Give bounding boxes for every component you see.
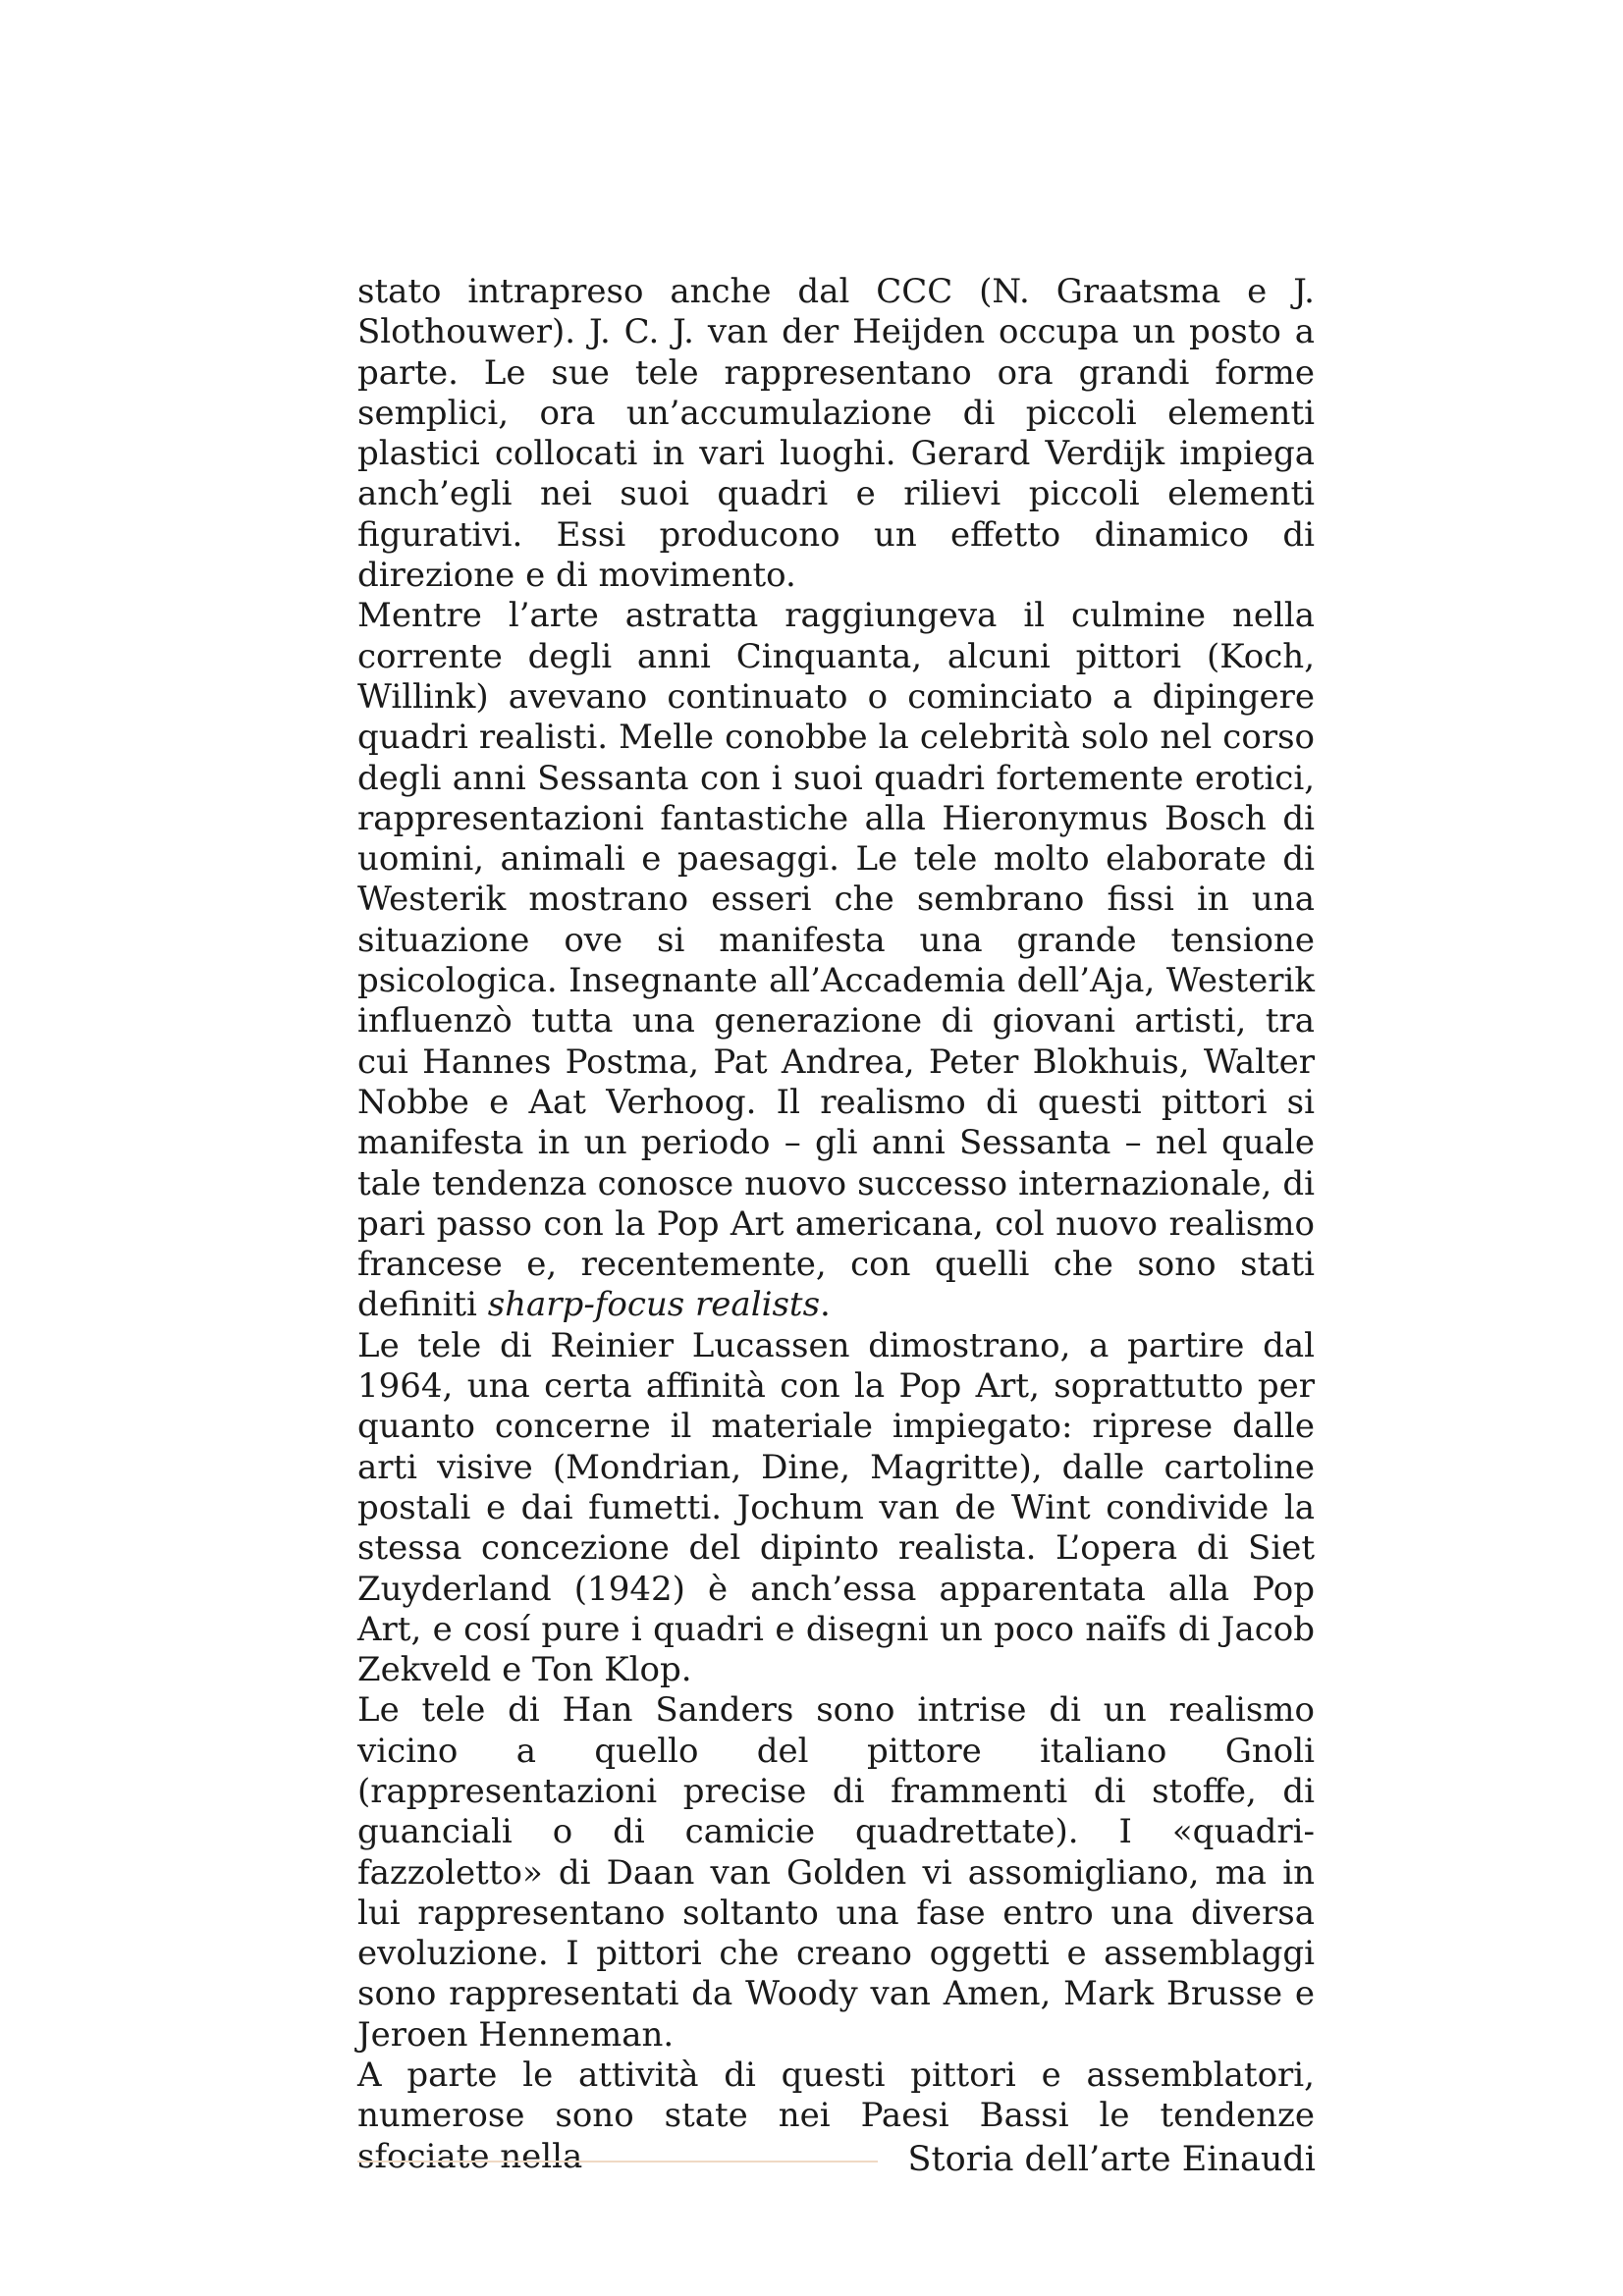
paragraph-1-text: stato intrapreso anche dal CCC (N. Graatsma e J. Slothouwer). J. C. J. van der Heijden occupa un posto a parte. Le sue tele rappresentano ora grandi forme semplici, ora un’accumulazione di piccoli elementi plastici collocati in vari luoghi. Gerard Verdijk impiega anch’egli nei suoi quadri e rilievi piccoli elementi figurativi. Essi producono un effetto dinamico di direzione e di movimento. bbox=[357, 272, 1315, 596]
paragraph-4 bbox=[357, 1690, 1315, 2056]
paragraph-4-text: Le tele di Han Sanders sono intrise di un realismo vicino a quello del pittore italiano Gnoli (rappresentazioni precise di frammenti di stoffe, di guanciali o di camicie quadrettate). I «quadri-fazzoletto» di Daan van Golden vi assomigliano, ma in lui rappresentano soltanto una fase entro una diversa evoluzione. I pittori che creano oggetti e assemblaggi sono rappresentati da Woody van Amen, Mark Brusse e Jeroen Henneman. bbox=[357, 1690, 1315, 2055]
italic-term: sharp-focus realists bbox=[487, 1285, 821, 1325]
paragraph-2 bbox=[357, 596, 1315, 1325]
paragraph-2-end: . bbox=[820, 1285, 831, 1325]
paragraph-1 bbox=[357, 272, 1315, 596]
footer-title: Storia dell’arte Einaudi bbox=[907, 2140, 1316, 2179]
paragraph-3-text: Le tele di Reinier Lucassen dimostrano, a partire dal 1964, una certa affinità con la Pop Art, soprattutto per quanto concerne il materiale impiegato: riprese dalle arti visive (Mondrian, Dine, Magritte), dalle cartoline postali e dai fumetti. Jochum van de Wint condivide la stessa concezione del dipinto realista. L’opera di Siet Zuyderland (1942) è anch’essa apparentata alla Pop Art, e cosí pure i quadri e disegni un poco naïfs di Jacob Zekveld e Ton Klop. bbox=[357, 1325, 1315, 1690]
footer-rule bbox=[357, 2161, 878, 2163]
paragraph-3 bbox=[357, 1326, 1315, 1691]
paragraph-5-text: A parte le attività di questi pittori e assemblatori, numerose sono state nei Paesi Bassi le tendenze sfociate nella bbox=[357, 2056, 1315, 2176]
paragraph-2-text: Mentre l’arte astratta raggiungeva il culmine nella corrente degli anni Cinquanta, alcuni pittori (Koch, Willink) avevano continuato o cominciato a dipingere quadri realisti. Melle conobbe la celebrità solo nel corso degli anni Sessanta con i suoi quadri fortemente erotici, rappresentazioni fantastiche alla Hieronymus Bosch di uomini, animali e paesaggi. Le tele molto elaborate di Westerik mostrano esseri che sembrano fissi in una situazione ove si manifesta una grande tensione psicologica. Insegnante all’Accademia dell’Aja, Westerik influenzò tutta una generazione di giovani artisti, tra cui Hannes Postma, Pat Andrea, Peter Blokhuis, Walter Nobbe e Aat Verhoog. Il realismo di questi pittori si manifesta in un periodo – gli anni Sessanta – nel quale tale tendenza conosce nuovo successo internazionale, di pari passo con la Pop Art americana, col nuovo realismo francese e, recentemente, con quelli che sono stati definiti bbox=[357, 596, 1315, 1325]
body-text bbox=[357, 272, 1315, 2177]
